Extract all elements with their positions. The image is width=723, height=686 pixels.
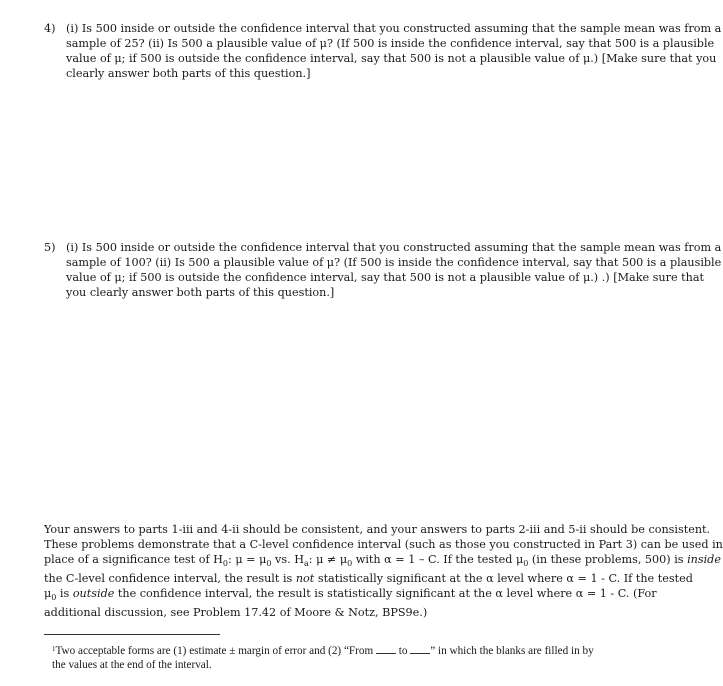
blank-line — [410, 645, 430, 654]
question-5-text — [66, 240, 722, 300]
question-4-line: value of μ; if 500 is outside the confidence interval, say that 500 is not a plausible value of μ.) [Make sure that you — [66, 52, 717, 65]
footnote-divider — [44, 634, 220, 635]
footnote-marker: 1 — [52, 645, 56, 653]
question-4-text — [66, 21, 722, 81]
footnote-line: the values at the end of the interval. — [52, 659, 212, 671]
note-line: place of a significance test of $H_0$: $\mu = \mu_0$ vs. $H_a$: $\mu \ne \mu_0$ with α = 1 – C. If the tested $\mu_0$ (in these problems, 500) is inside — [44, 553, 721, 569]
consistency-note — [44, 522, 723, 620]
note-line: the C-level confidence interval, the result is not statistically significant at the α level where α = 1 - C. If the tested — [44, 572, 693, 586]
question-5-line: you clearly answer both parts of this question.] — [66, 286, 335, 299]
question-4 — [44, 21, 722, 81]
question-5-line: (i) Is 500 inside or outside the confidence interval that you constructed assuming that the sample mean was from a — [66, 241, 722, 254]
question-5 — [44, 240, 722, 300]
footnote-line: $^1$Two acceptable forms are (1) estimate ± margin of error and (2) “From to ” in which the blanks are filled in by — [52, 645, 594, 657]
note-line: additional discussion, see Problem 17.42 of Moore & Notz, BPS9e.) — [44, 606, 428, 620]
question-4-line: sample of 25? (ii) Is 500 a plausible value of μ? (If 500 is inside the confidence interval, say that 500 is a plausible — [66, 37, 715, 50]
note-line: These problems demonstrate that a C-level confidence interval (such as those you constructed in Part 3) can be used in — [44, 538, 723, 551]
question-4-line: (i) Is 500 inside or outside the confidence interval that you constructed assuming that the sample mean was from a — [66, 22, 722, 35]
note-line: $\mu_0$ is outside the confidence interval, the result is statistically significant at the α level where α = 1 - C. (For — [44, 587, 657, 603]
question-5-line: sample of 100? (ii) Is 500 a plausible value of μ? (If 500 is inside the confidence interval, say that 500 is a plausible — [66, 256, 722, 269]
blank-line — [376, 645, 396, 654]
question-4-line: clearly answer both parts of this question.] — [66, 67, 311, 80]
question-5-number: 5) — [44, 241, 56, 254]
note-line: Your answers to parts 1-iii and 4-ii should be consistent, and your answers to parts 2-iii and 5-ii should be consistent. — [44, 523, 711, 536]
question-4-number: 4) — [44, 22, 56, 35]
question-5-line: value of μ; if 500 is outside the confidence interval, say that 500 is not a plausible value of μ.) .) [Make sure that — [66, 271, 704, 284]
footnote — [52, 644, 672, 672]
